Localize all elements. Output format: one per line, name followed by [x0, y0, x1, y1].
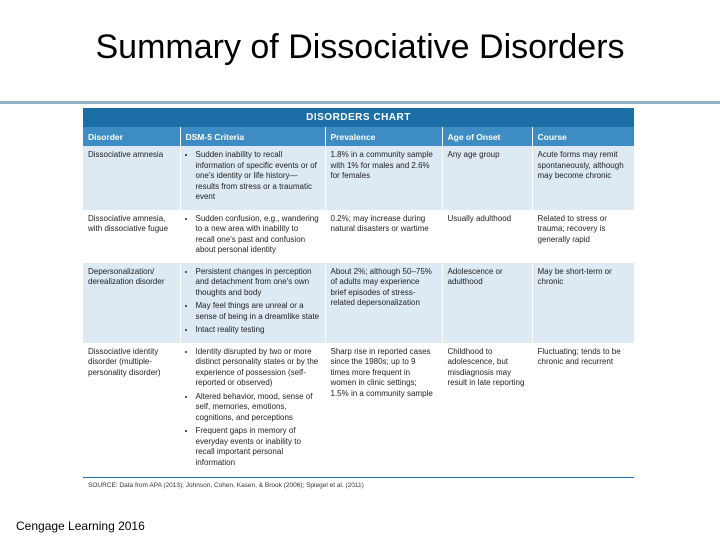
criteria-item: • Altered behavior, mood, sense of self, memories, emotions, cognitions, and perceptions: [196, 392, 320, 424]
cell-onset: Usually adulthood: [442, 210, 532, 263]
cell-course: May be short-term or chronic: [532, 263, 634, 343]
cell-criteria: [180, 146, 325, 210]
cell-onset: Any age group: [442, 146, 532, 210]
cell-course: Acute forms may remit spontaneously, although may become chronic: [532, 146, 634, 210]
disorders-table: [83, 127, 635, 475]
criteria-item: • Frequent gaps in memory of everyday events or inability to recall important personal information: [196, 426, 320, 468]
table-row: [83, 343, 634, 476]
cell-course: Related to stress or trauma; recovery is generally rapid: [532, 210, 634, 263]
table-row: [83, 146, 634, 210]
cell-prevalence: 0.2%; may increase during natural disasters or wartime: [325, 210, 442, 263]
cell-disorder: Dissociative identity disorder (multiple-personality disorder): [83, 343, 180, 476]
cell-prevalence: About 2%; although 50–75% of adults may experience brief episodes of stress-related depersonalization: [325, 263, 442, 343]
cell-disorder: Dissociative amnesia, with dissociative fugue: [83, 210, 180, 263]
title-divider: [0, 101, 720, 104]
criteria-item: • May feel things are unreal or a sense of being in a dreamlike state: [196, 301, 320, 322]
table-row: [83, 263, 634, 343]
criteria-item: • Intact reality testing: [196, 325, 320, 336]
cell-onset: Adolescence or adulthood: [442, 263, 532, 343]
criteria-item: • Identity disrupted by two or more distinct personality states or by the experience of possession (self-reported or observed): [196, 347, 320, 389]
column-header-disorder: Disorder: [83, 127, 180, 146]
criteria-item: • Sudden confusion, e.g., wandering to a new area with inability to recall one's past and confusion about personal identity: [196, 214, 320, 256]
column-header-course: Course: [532, 127, 634, 146]
column-header-criteria: DSM-5 Criteria: [180, 127, 325, 146]
cell-prevalence: 1.8% in a community sample with 1% for males and 2.6% for females: [325, 146, 442, 210]
footer-credit: Cengage Learning 2016: [16, 519, 145, 533]
cell-disorder: Dissociative amnesia: [83, 146, 180, 210]
chart-source: SOURCE: Data from APA (2013); Johnson, Cohen, Kasen, & Brook (2006); Spiegel et al. (2011): [83, 477, 634, 493]
chart-heading: DISORDERS CHART: [83, 108, 634, 127]
criteria-item: • Persistent changes in perception and detachment from one's own thoughts and body: [196, 267, 320, 299]
slide-title: Summary of Dissociative Disorders: [95, 28, 625, 66]
table-row: [83, 210, 634, 263]
cell-prevalence: Sharp rise in reported cases since the 1980s; up to 9 times more frequent in women in clinic settings; 1.5% in a community sample: [325, 343, 442, 476]
cell-onset: Childhood to adolescence, but misdiagnosis may result in late reporting: [442, 343, 532, 476]
cell-criteria: [180, 263, 325, 343]
disorders-chart: [83, 108, 634, 494]
cell-criteria: [180, 210, 325, 263]
cell-course: Fluctuating; tends to be chronic and recurrent: [532, 343, 634, 476]
column-header-onset: Age of Onset: [442, 127, 532, 146]
cell-criteria: [180, 343, 325, 476]
table-header-row: [83, 127, 634, 146]
cell-disorder: Depersonalization/ derealization disorder: [83, 263, 180, 343]
criteria-item: • Sudden inability to recall information of specific events or of one's identity or life history—results from stress or a traumatic event: [196, 150, 320, 203]
column-header-prevalence: Prevalence: [325, 127, 442, 146]
